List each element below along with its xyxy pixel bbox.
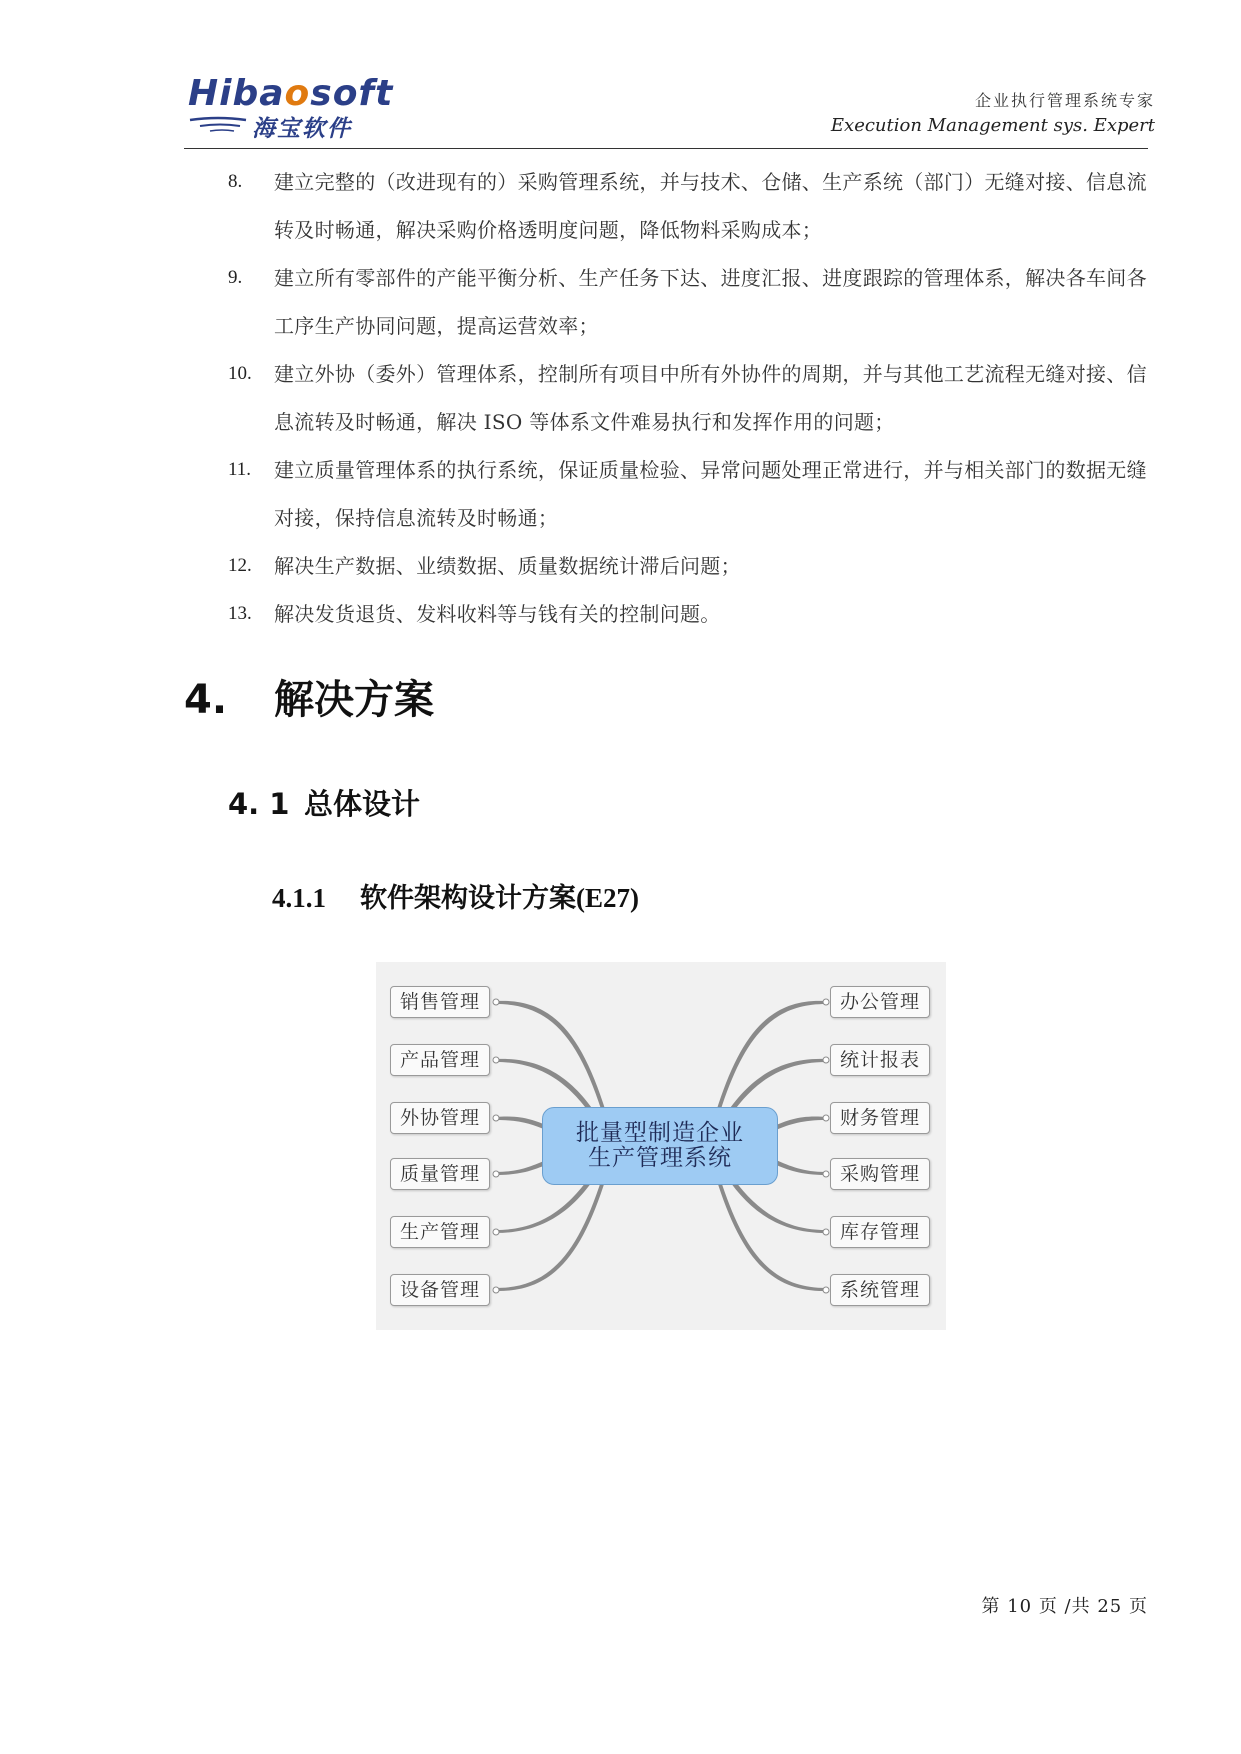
logo-swoosh-icon bbox=[188, 116, 248, 136]
connector-dot bbox=[823, 1287, 829, 1293]
center-node-line2: 生产管理系统 bbox=[588, 1145, 732, 1171]
mindmap-node-inventory: 库存管理 bbox=[830, 1216, 930, 1248]
mindmap-node-equipment: 设备管理 bbox=[390, 1274, 490, 1306]
connector-dot bbox=[823, 1057, 829, 1063]
subsubsection-title: 软件架构设计方案(E27) bbox=[360, 883, 639, 913]
mindmap-center-node bbox=[542, 1107, 778, 1185]
list-item bbox=[228, 590, 1148, 638]
list-item-text: 建立完整的（改进现有的）采购管理系统，并与技术、仓储、生产系统（部门）无缝对接、信息流转及时畅通，解决采购价格透明度问题，降低物料采购成本； bbox=[274, 170, 1147, 242]
header-slogan-en: Execution Management sys. Expert bbox=[830, 115, 1155, 136]
subsection-number: 4. 1 bbox=[228, 787, 290, 821]
list-item bbox=[228, 446, 1148, 542]
list-item-text: 建立质量管理体系的执行系统，保证质量检验、异常问题处理正常进行，并与相关部门的数据无缝对接，保持信息流转及时畅通； bbox=[274, 458, 1147, 530]
connector-dot bbox=[493, 1229, 499, 1235]
footer-end: 页 bbox=[1129, 1596, 1148, 1617]
branch-outsource bbox=[496, 1117, 548, 1130]
current-page-number: 10 bbox=[1007, 1596, 1033, 1617]
mindmap-node-quality: 质量管理 bbox=[390, 1158, 490, 1190]
mindmap-node-production: 生产管理 bbox=[390, 1216, 490, 1248]
connector-dot bbox=[823, 1171, 829, 1177]
architecture-mindmap bbox=[376, 962, 946, 1330]
mindmap-node-finance: 财务管理 bbox=[830, 1102, 930, 1134]
hibaosoft-logo bbox=[188, 73, 394, 146]
mindmap-node-sales: 销售管理 bbox=[390, 986, 490, 1018]
list-item-number: 10. bbox=[228, 363, 252, 384]
footer-mid: 页 /共 bbox=[1038, 1596, 1091, 1617]
mindmap-node-product: 产品管理 bbox=[390, 1044, 490, 1076]
connector-dot bbox=[493, 1287, 499, 1293]
list-item bbox=[228, 158, 1148, 254]
subsubsection-heading bbox=[272, 876, 639, 915]
logo-text-cn: 海宝软件 bbox=[252, 116, 352, 142]
branch-office bbox=[716, 1001, 826, 1112]
list-item bbox=[228, 350, 1148, 446]
list-item-number: 8. bbox=[228, 171, 243, 192]
mindmap-node-system: 系统管理 bbox=[830, 1274, 930, 1306]
list-item bbox=[228, 254, 1148, 350]
header-slogan bbox=[831, 90, 1155, 140]
list-item-text: 建立外协（委外）管理体系，控制所有项目中所有外协件的周期，并与其他工艺流程无缝对接、信息流转及时畅通，解决 ISO 等体系文件难易执行和发挥作用的问题； bbox=[274, 362, 1147, 434]
subsection-heading bbox=[228, 782, 420, 823]
list-item-text: 解决生产数据、业绩数据、质量数据统计滞后问题； bbox=[274, 554, 741, 578]
mindmap-node-office: 办公管理 bbox=[830, 986, 930, 1018]
branch-purchase bbox=[774, 1160, 826, 1175]
list-item bbox=[228, 542, 1148, 590]
header-divider bbox=[184, 148, 1148, 149]
subsubsection-number: 4.1.1 bbox=[272, 883, 326, 913]
list-item-number: 13. bbox=[228, 603, 252, 624]
subsection-title: 总体设计 bbox=[304, 787, 421, 821]
branch-system bbox=[716, 1178, 826, 1291]
mindmap-node-stats: 统计报表 bbox=[830, 1044, 930, 1076]
logo-text-en: Hibaosoft bbox=[188, 73, 394, 114]
mindmap-node-purchase: 采购管理 bbox=[830, 1158, 930, 1190]
list-item-number: 11. bbox=[228, 459, 252, 480]
list-item-text: 建立所有零部件的产能平衡分析、生产任务下达、进度汇报、进度跟踪的管理体系，解决各车间各工序生产协同问题，提高运营效率； bbox=[274, 266, 1147, 338]
connector-dot bbox=[493, 1171, 499, 1177]
branch-finance bbox=[774, 1117, 826, 1130]
center-node-line1: 批量型制造企业 bbox=[576, 1120, 744, 1146]
branch-equipment bbox=[496, 1178, 606, 1291]
branch-sales bbox=[496, 1001, 606, 1112]
total-page-count: 25 bbox=[1097, 1596, 1123, 1617]
header-slogan-cn: 企业执行管理系统专家 bbox=[974, 91, 1155, 110]
connector-dot bbox=[823, 999, 829, 1005]
page-footer bbox=[981, 1592, 1148, 1618]
branch-quality bbox=[496, 1160, 548, 1175]
connector-dot bbox=[823, 1229, 829, 1235]
footer-label: 第 bbox=[981, 1596, 1001, 1617]
connector-dot bbox=[493, 1115, 499, 1121]
connector-dot bbox=[493, 999, 499, 1005]
section-number: 4. bbox=[184, 677, 228, 723]
section-title: 解决方案 bbox=[274, 677, 434, 723]
section-heading bbox=[184, 668, 434, 725]
connector-dot bbox=[823, 1115, 829, 1121]
list-item-number: 12. bbox=[228, 555, 252, 576]
requirements-list bbox=[228, 158, 1148, 638]
mindmap-node-outsource: 外协管理 bbox=[390, 1102, 490, 1134]
list-item-text: 解决发货退货、发料收料等与钱有关的控制问题。 bbox=[274, 602, 721, 626]
connector-dot bbox=[493, 1057, 499, 1063]
list-item-number: 9. bbox=[228, 267, 243, 288]
